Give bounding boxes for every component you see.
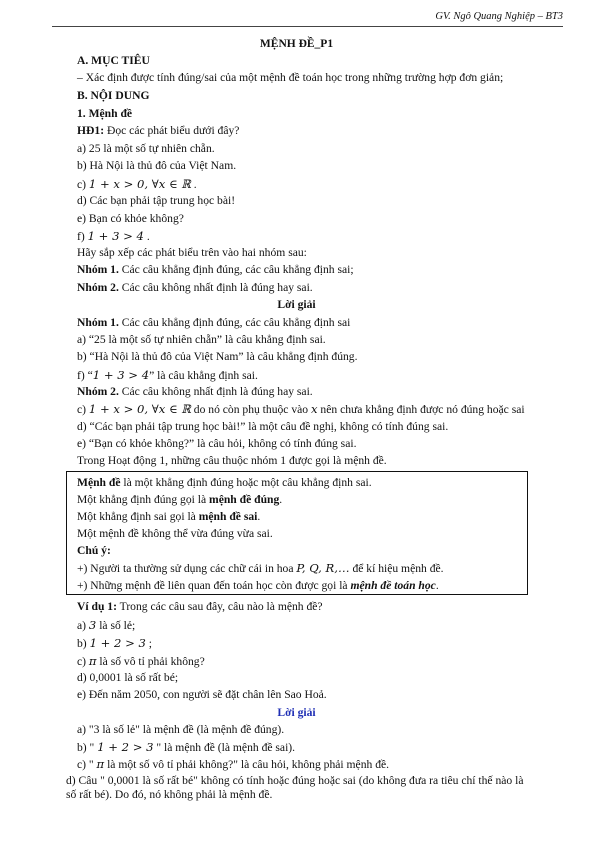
activity-label: HĐ1: [77, 124, 105, 137]
example-solution-c [77, 757, 389, 772]
item-f [77, 229, 150, 244]
objective-text: – Xác định được tính đúng/sai của một mệnh đề toán học trong những trường hợp đơn giản; [77, 71, 504, 84]
example-a-math: 3 [88, 618, 97, 632]
solution-c-math: 1 + x > 0, ∀x ∈ ℝ [88, 402, 191, 416]
solution-conclusion: Trong Hoạt động 1, những câu thuộc nhóm 1 được gọi là mệnh đề. [77, 454, 387, 467]
example-1-text: Trong các câu sau đây, câu nào là mệnh đề? [116, 600, 323, 613]
group-2-text: Các câu không nhất định là đúng hay sai. [118, 281, 313, 294]
example-solution-d: d) Câu " 0,0001 là số rất bé" không có tính hoặc đúng hoặc sai (do không đưa ra tiêu chí thế nào là số rất bé). Do đó, nó không phải là mệnh đề. [66, 774, 524, 801]
item-e: e) Bạn có khỏe không? [77, 212, 184, 225]
example-solution-a: a) "3 là số lẻ" là mệnh đề (là mệnh đề đúng). [77, 723, 285, 736]
solution-a: a) “25 là một số tự nhiên chẵn” là câu khẳng định sai. [77, 333, 326, 346]
group-1-text: Các câu khẳng định đúng, các câu khẳng định sai; [118, 263, 354, 276]
box-line-3 [77, 510, 260, 524]
solution-c-prefix: c) [77, 403, 89, 416]
solution-f [77, 368, 258, 383]
solution-b: b) “Hà Nội là thủ đô của Việt Nam” là câu khẳng định đúng. [77, 350, 358, 363]
solution-c-suffix: nên chưa khẳng định được nó đúng hoặc sai [317, 403, 525, 416]
box-line-4: Một mệnh đề không thể vừa đúng vừa sai. [77, 527, 273, 540]
example-1-label: Ví dụ 1: [77, 600, 117, 613]
page-title: MỆNH ĐỀ_P1 [259, 38, 334, 50]
box-true-term: mệnh đề đúng [209, 493, 280, 506]
example-1 [77, 600, 323, 614]
page-header: GV. Ngô Quang Nghiệp – BT3 [435, 11, 563, 22]
group-1-label: Nhóm 1. [77, 263, 119, 276]
example-b [77, 636, 152, 651]
box-term: Mệnh đề [77, 476, 121, 489]
item-b: b) Hà Nội là thủ đô của Việt Nam. [77, 159, 237, 172]
example-c [77, 654, 205, 669]
solution-c-middle: do nó còn phụ thuộc vào [190, 403, 311, 416]
note-1 [77, 561, 444, 576]
example-c-prefix: c) [77, 655, 89, 668]
box-line-1 [77, 476, 372, 490]
example-b-suffix: ; [145, 637, 152, 650]
example-b-math: 1 + 2 > 3 [89, 636, 146, 650]
solution-group-2-label: Nhóm 2. [77, 385, 119, 398]
solution-group-1-label: Nhóm 1. [77, 316, 119, 329]
solution-c [77, 402, 525, 417]
example-e: e) Đến năm 2050, con người sẽ đặt chân lên Sao Hoả. [77, 688, 327, 701]
example-solution-c-prefix: c) " [77, 758, 97, 771]
solution-f-prefix: f) “ [77, 369, 93, 382]
example-b-prefix: b) [77, 637, 90, 650]
example-a-prefix: a) [77, 619, 89, 632]
box-line-2 [77, 493, 282, 507]
group-1 [77, 263, 354, 277]
note-2-end: . [435, 579, 439, 592]
solution-title: Lời giải [277, 298, 316, 311]
note-2-prefix: +) Những mệnh đề liên quan đến toán học còn được gọi là [77, 579, 351, 592]
item-d: d) Các bạn phải tập trung học bài! [77, 194, 236, 207]
group-2 [77, 281, 313, 295]
box-line-3-end: . [257, 510, 261, 523]
solution-c-variable: x [310, 402, 318, 416]
activity-1 [77, 124, 239, 138]
header-rule [52, 26, 563, 27]
note-1-suffix: để kí hiệu mệnh đề. [349, 562, 444, 575]
example-solution-title: Lời giải [277, 706, 316, 719]
example-c-suffix: là số vô tỉ phải không? [96, 655, 205, 668]
example-c-math: π [88, 654, 97, 668]
note-2-term: mệnh đề toán học [350, 579, 436, 592]
solution-f-math: 1 + 3 > 4 [92, 368, 150, 382]
item-c [77, 177, 197, 192]
subsection-heading: 1. Mệnh đề [77, 107, 133, 120]
item-c-prefix: c) [77, 178, 89, 191]
example-solution-c-suffix: là một số vô tỉ phải không?" là câu hỏi, không phải mệnh đề. [104, 758, 390, 771]
solution-group-1 [77, 316, 350, 330]
solution-e: e) “Bạn có khỏe không?” là câu hỏi, không có tính đúng sai. [77, 437, 357, 450]
item-c-suffix: . [190, 178, 197, 191]
solution-group-2-text: Các câu không nhất định là đúng hay sai. [118, 385, 313, 398]
example-solution-b [77, 740, 295, 755]
section-a-heading: A. MỤC TIÊU [77, 54, 150, 67]
example-solution-b-prefix: b) " [77, 741, 98, 754]
solution-group-2 [77, 385, 313, 399]
box-false-term: mệnh đề sai [198, 510, 258, 523]
item-a: a) 25 là một số tự nhiên chẵn. [77, 142, 215, 155]
activity-text: Đọc các phát biểu dưới đây? [104, 124, 240, 137]
box-line-3-text: Một khẳng định sai gọi là [77, 510, 199, 523]
solution-group-1-text: Các câu khẳng định đúng, các câu khẳng định sai [118, 316, 351, 329]
example-d: d) 0,0001 là số rất bé; [77, 671, 179, 684]
item-f-suffix: . [143, 230, 150, 243]
solution-f-suffix: ” là câu khẳng định sai. [149, 369, 258, 382]
example-a-suffix: là số lẻ; [96, 619, 136, 632]
section-b-heading: B. NỘI DUNG [77, 89, 150, 102]
item-f-prefix: f) [77, 230, 88, 243]
group-2-label: Nhóm 2. [77, 281, 119, 294]
note-1-prefix: +) Người ta thường sử dụng các chữ cái in hoa [77, 562, 297, 575]
example-solution-b-suffix: " là mệnh đề (là mệnh đề sai). [153, 741, 296, 754]
solution-d: d) “Các bạn phải tập trung học bài!” là một câu đề nghị, không có tính đúng sai. [77, 420, 449, 433]
box-line-2-text: Một khẳng định đúng gọi là [77, 493, 210, 506]
item-c-math: 1 + x > 0, ∀x ∈ ℝ [88, 177, 191, 191]
item-f-math: 1 + 3 > 4 [87, 229, 144, 243]
note-2 [77, 579, 439, 593]
note-label: Chú ý: [77, 544, 111, 557]
box-line-2-end: . [279, 493, 283, 506]
example-solution-b-math: 1 + 2 > 3 [97, 740, 154, 754]
note-1-math: P, Q, R,… [296, 561, 350, 575]
example-solution-c-math: π [96, 757, 105, 771]
box-line-1-text: là một khẳng định đúng hoặc một câu khẳng định sai. [120, 476, 372, 489]
arrange-instruction: Hãy sắp xếp các phát biểu trên vào hai nhóm sau: [77, 246, 307, 259]
example-a [77, 618, 135, 633]
